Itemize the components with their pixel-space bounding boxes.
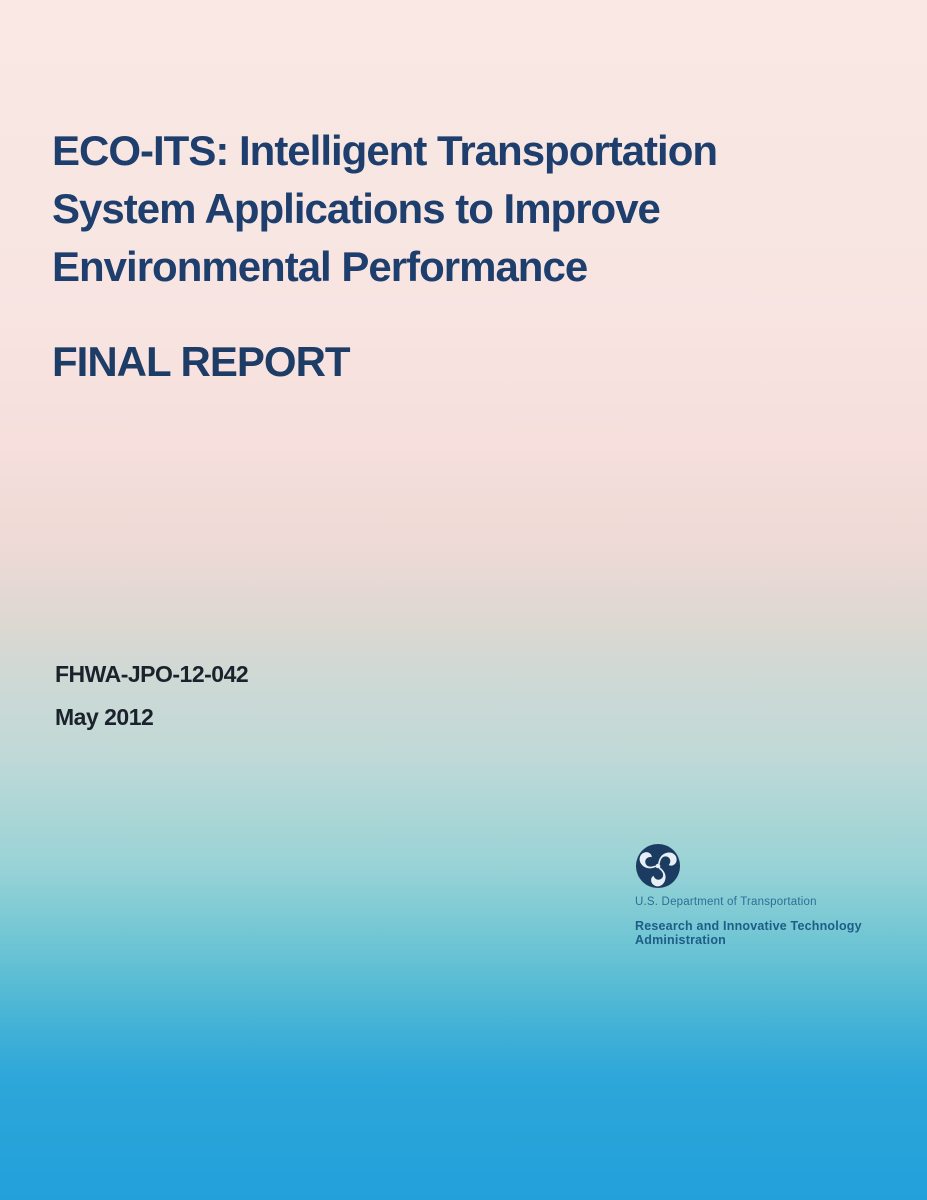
report-subtitle: FINAL REPORT xyxy=(52,338,350,385)
report-title-line-3: Environmental Performance xyxy=(52,243,588,291)
report-title-line-2: System Applications to Improve xyxy=(52,185,660,233)
usdot-agency-label: Research and Innovative Technology Administration xyxy=(635,919,862,947)
report-title xyxy=(52,122,852,296)
report-number: FHWA-JPO-12-042 xyxy=(55,661,249,687)
usdot-department-label: U.S. Department of Transportation xyxy=(635,896,817,908)
us-dot-triskelion-icon xyxy=(635,843,681,889)
report-meta xyxy=(55,661,248,730)
usdot-logo-block xyxy=(635,843,917,947)
report-title-line-1: ECO-ITS: Intelligent Transportation xyxy=(52,127,718,175)
report-date: May 2012 xyxy=(55,704,154,730)
